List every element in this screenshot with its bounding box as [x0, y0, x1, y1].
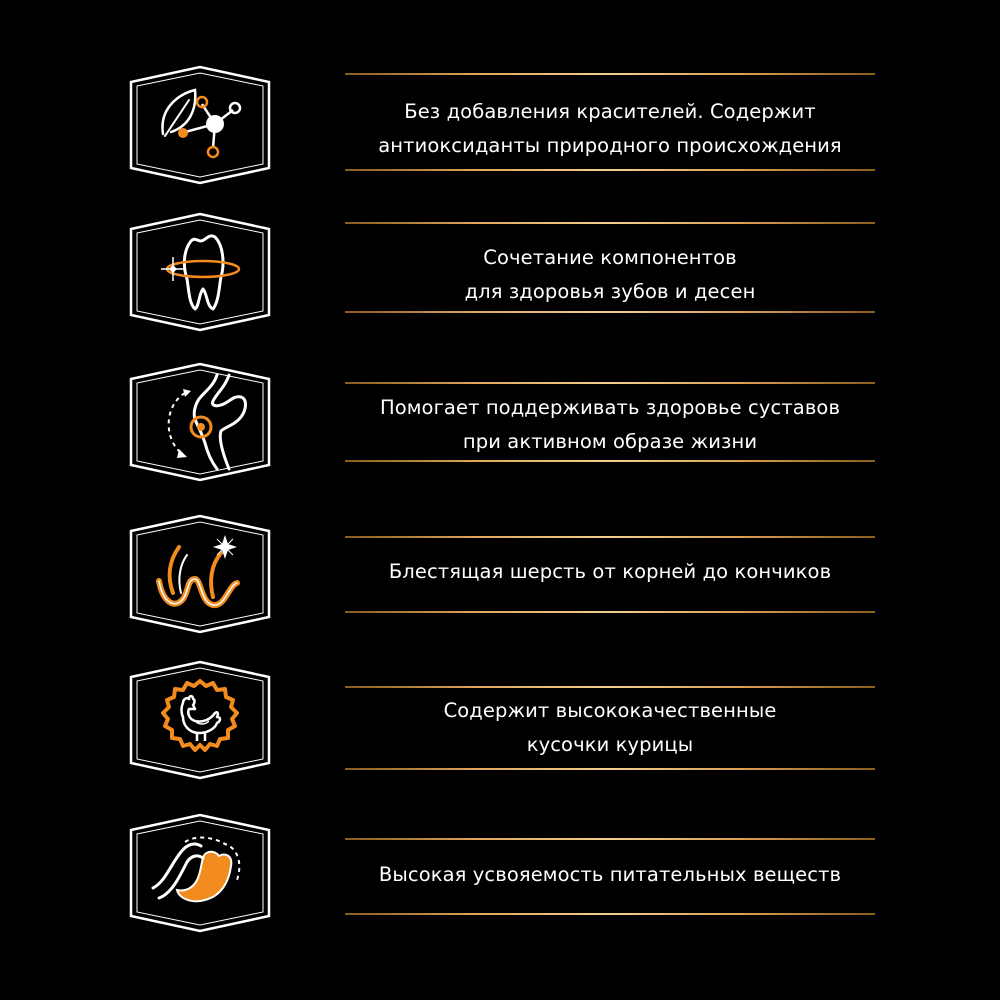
- divider-bottom: [345, 768, 875, 770]
- feature-caption: [345, 95, 875, 163]
- leaf-molecule-icon: [125, 64, 275, 194]
- caption-line: Содержит высококачественные: [443, 699, 777, 722]
- divider-top: [345, 73, 875, 75]
- feature-text-4: [345, 536, 875, 648]
- caption-line: для здоровья зубов и десен: [464, 280, 756, 303]
- feature-caption: [345, 694, 875, 762]
- badge-frame: [125, 211, 275, 341]
- badge-frame: [125, 659, 275, 789]
- badge-frame: [125, 812, 275, 942]
- divider-top: [345, 222, 875, 224]
- caption-line: Помогает поддерживать здоровье суставов: [379, 396, 841, 419]
- shiny-fur-icon: [125, 513, 275, 643]
- feature-caption: [345, 391, 875, 459]
- divider-top: [345, 536, 875, 538]
- feature-row-2: [0, 211, 1000, 341]
- feature-caption: [345, 241, 875, 309]
- feature-row-5: [0, 659, 1000, 789]
- divider-bottom: [345, 913, 875, 915]
- divider-top: [345, 382, 875, 384]
- joint-icon: [125, 361, 275, 491]
- caption-line: кусочки курицы: [526, 733, 694, 756]
- feature-caption: [345, 555, 875, 589]
- caption-line: Без добавления красителей. Содержит: [404, 100, 816, 123]
- caption-line: антиоксиданты природного происхождения: [378, 134, 842, 157]
- chicken-icon: [125, 659, 275, 789]
- feature-text-2: [345, 222, 875, 334]
- caption-line: при активном образе жизни: [462, 430, 758, 453]
- divider-top: [345, 686, 875, 688]
- badge-frame: [125, 64, 275, 194]
- divider-bottom: [345, 169, 875, 171]
- divider-bottom: [345, 311, 875, 313]
- feature-text-5: [345, 686, 875, 798]
- stomach-icon: [125, 812, 275, 942]
- badge-frame: [125, 513, 275, 643]
- feature-row-1: [0, 64, 1000, 194]
- badge-frame: [125, 361, 275, 491]
- feature-caption: [345, 858, 875, 892]
- divider-top: [345, 838, 875, 840]
- divider-bottom: [345, 611, 875, 613]
- feature-row-6: [0, 812, 1000, 942]
- divider-bottom: [345, 460, 875, 462]
- feature-text-3: [345, 382, 875, 494]
- tooth-icon: [125, 211, 275, 341]
- feature-row-4: [0, 513, 1000, 643]
- caption-line: Сочетание компонентов: [483, 246, 737, 269]
- feature-row-3: [0, 361, 1000, 491]
- feature-text-1: [345, 73, 875, 185]
- feature-text-6: [345, 838, 875, 950]
- caption-line: Блестящая шерсть от корней до кончиков: [388, 560, 832, 583]
- caption-line: Высокая усвояемость питательных веществ: [378, 863, 842, 886]
